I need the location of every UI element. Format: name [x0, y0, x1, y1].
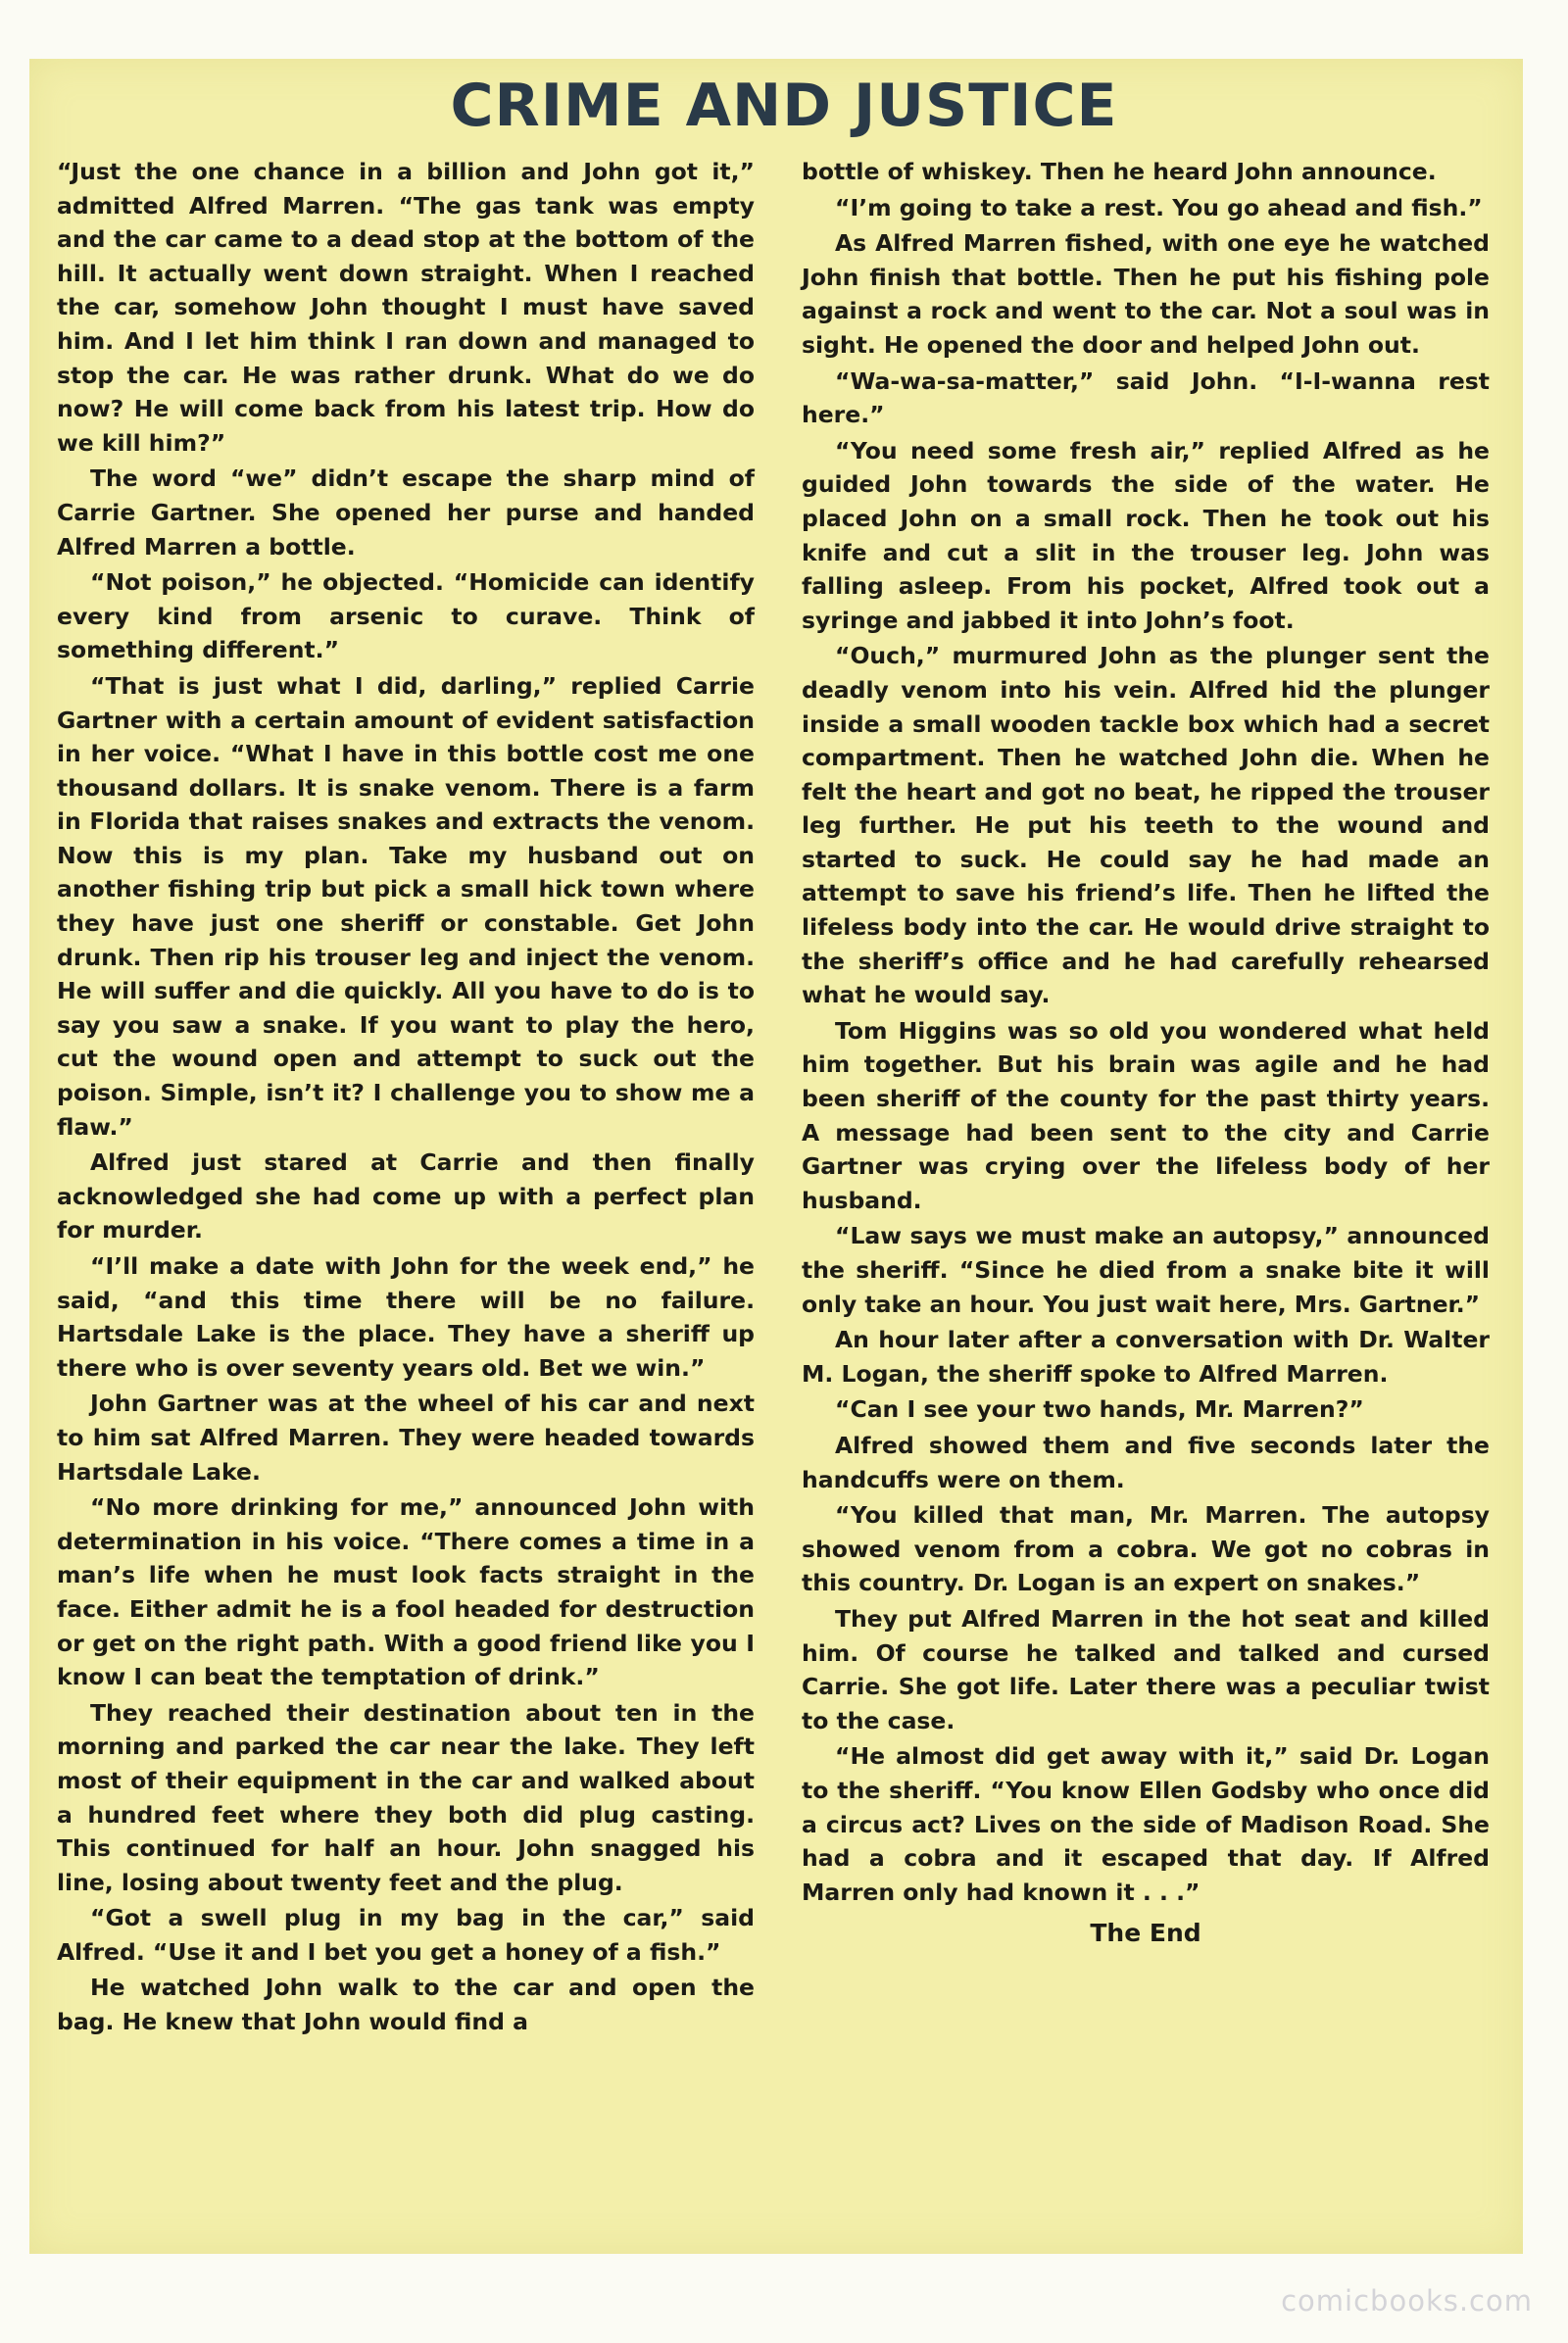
paragraph: “Law says we must make an autopsy,” announced the sheriff. “Since he died from a snake bite it will only take an hour. You just wait here, Mrs. Gartner.”: [802, 1222, 1490, 1318]
the-end-label: The End: [1090, 1919, 1201, 1948]
paragraph: “You need some fresh air,” replied Alfred as he guided John towards the side of the water. He placed John on a small rock. Then he took out his knife and cut a slit in the trouser leg. John was falling asleep. From his pocket, Alfred took out a syringe and jabbed it into John’s foot.: [802, 436, 1490, 634]
story-title: CRIME AND JUSTICE: [450, 72, 1118, 140]
paragraph: “Just the one chance in a billion and John got it,” admitted Alfred Marren. “The gas tank was empty and the car came to a dead stop at the bottom of the hill. It actually went down straight. When I reached the car, somehow John thought I must have saved him. And I let him think I ran down and managed to stop the car. He was rather drunk. What do we do now? He will come back from his latest trip. How do we kill him?”: [57, 158, 755, 457]
paragraph: “I’ll make a date with John for the week end,” he said, “and this time there will be no failure. Hartsdale Lake is the place. They have a sheriff up there who is over seventy years old. Bet we win.”: [57, 1252, 755, 1382]
paragraph: Alfred just stared at Carrie and then finally acknowledged she had come up with a perfect plan for murder.: [57, 1148, 755, 1245]
paragraph: “Got a swell plug in my bag in the car,” said Alfred. “Use it and I bet you get a honey of a fish.”: [57, 1904, 755, 1966]
paragraph: The word “we” didn’t escape the sharp mind of Carrie Gartner. She opened her purse and handed Alfred Marren a bottle.: [57, 464, 755, 561]
paragraph: bottle of whiskey. Then he heard John announce.: [802, 158, 1437, 185]
paragraph: An hour later after a conversation with Dr. Walter M. Logan, the sheriff spoke to Alfred Marren.: [802, 1326, 1490, 1388]
paragraph: They put Alfred Marren in the hot seat and killed him. Of course he talked and talked and cursed Carrie. She got life. Later there was a peculiar twist to the case.: [802, 1604, 1490, 1734]
paragraph: “You killed that man, Mr. Marren. The autopsy showed venom from a cobra. We got no cobras in this country. Dr. Logan is an expert on snakes.”: [802, 1501, 1490, 1597]
paragraph: “Can I see your two hands, Mr. Marren?”: [835, 1395, 1364, 1424]
site-watermark: comicbooks.com: [1281, 2284, 1533, 2318]
paragraph: He watched John walk to the car and open the bag. He knew that John would find a: [57, 1974, 755, 2036]
paragraph: “That is just what I did, darling,” replied Carrie Gartner with a certain amount of evident satisfaction in her voice. “What I have in this bottle cost me one thousand dollars. It is snake venom. There is a farm in Florida that raises snakes and extracts the venom. Now this is my plan. Take my husband out on another fishing trip but pick a small hick town where they have just one sheriff or constable. Get John drunk. Then rip his trouser leg and inject the venom. He will suffer and die quickly. All you have to do is to say you saw a snake. If you want to play the hero, cut the wound open and attempt to suck out the poison. Simple, isn’t it? I challenge you to show me a flaw.”: [57, 671, 755, 1141]
left-text-column: [57, 155, 755, 2041]
paragraph: “Wa-wa-sa-matter,” said John. “I-I-wanna rest here.”: [802, 366, 1490, 429]
paragraph: They reached their destination about ten in the morning and parked the car near the lake. They left most of their equipment in the car and walked about a hundred feet where they both did plug casting. This continued for half an hour. John snagged his line, losing about twenty feet and the plug.: [57, 1698, 755, 1896]
paragraph: Tom Higgins was so old you wondered what held him together. But his brain was agile and he had been sheriff of the county for the past thirty years. A message had been sent to the city and Carrie Gartner was crying over the lifeless body of her husband.: [802, 1016, 1490, 1214]
paragraph: “Not poison,” he objected. “Homicide can identify every kind from arsenic to curave. Think of something different.”: [57, 568, 755, 664]
right-text-column: [802, 155, 1490, 1951]
paragraph: “Ouch,” murmured John as the plunger sent the deadly venom into his vein. Alfred hid the plunger inside a small wooden tackle box which had a secret compartment. Then he watched John die. When he felt the heart and got no beat, he ripped the trouser leg further. He put his teeth to the wound and started to suck. He could say he had made an attempt to save his friend’s life. Then he lifted the lifeless body into the car. He would drive straight to the sheriff’s office and he had carefully rehearsed what he would say.: [802, 642, 1490, 1009]
paragraph: John Gartner was at the wheel of his car and next to him sat Alfred Marren. They were headed towards Hartsdale Lake.: [57, 1390, 755, 1486]
paragraph: As Alfred Marren fished, with one eye he watched John finish that bottle. Then he put his fishing pole against a rock and went to the car. Not a soul was in sight. He opened the door and helped John out.: [802, 229, 1490, 359]
paragraph: “I’m going to take a rest. You go ahead and fish.”: [835, 193, 1483, 221]
paragraph: “No more drinking for me,” announced John with determination in his voice. “There comes a time in a man’s life when he must look facts straight in the face. Either admit he is a fool headed for destruction or get on the right path. With a good friend like you I know I can beat the temptation of drink.”: [57, 1493, 755, 1691]
paragraph: Alfred showed them and five seconds later the handcuffs were on them.: [802, 1431, 1490, 1493]
paragraph: “He almost did get away with it,” said Dr. Logan to the sheriff. “You know Ellen Godsby who once did a circus act? Lives on the side of Madison Road. She had a cobra and it escaped that day. If Alfred Marren only had known it . . .”: [802, 1742, 1490, 1906]
